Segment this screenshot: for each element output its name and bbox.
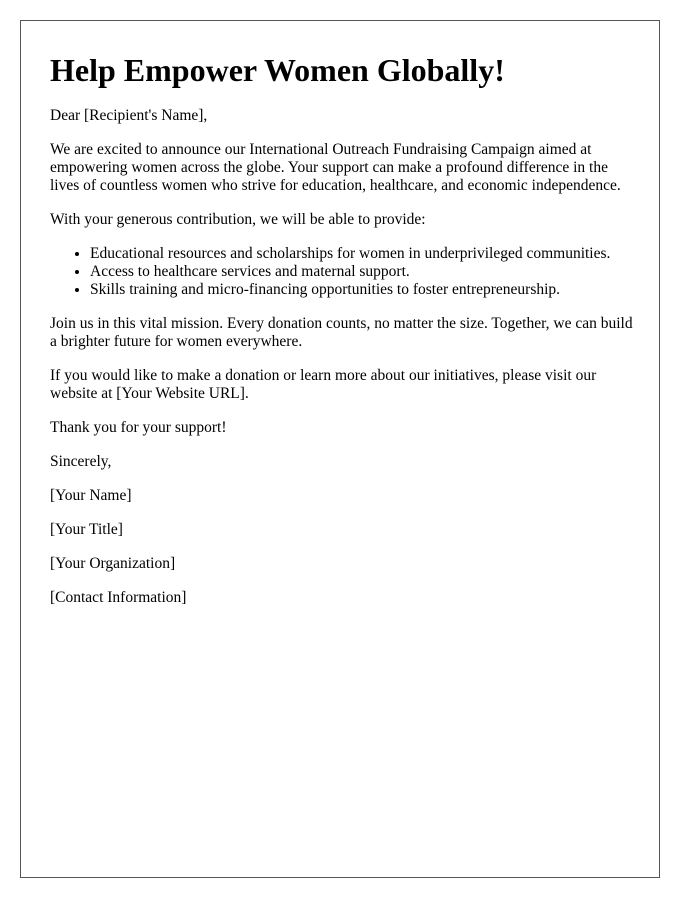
list-item: • Educational resources and scholarships for women in underprivileged communities. bbox=[90, 245, 635, 263]
signature-title: [Your Title] bbox=[50, 521, 123, 538]
signature-contact: [Contact Information] bbox=[50, 589, 187, 606]
letter-body bbox=[50, 51, 635, 623]
list-item: • Skills training and micro-financing opportunities to foster entrepreneurship. bbox=[90, 281, 635, 299]
contribution-intro: With your generous contribution, we will be able to provide: bbox=[50, 211, 426, 228]
signoff: Sincerely, bbox=[50, 453, 112, 470]
letter-page bbox=[20, 20, 660, 878]
donation-paragraph: If you would like to make a donation or learn more about our initiatives, please visit our website at [Your Website URL]. bbox=[50, 367, 597, 402]
list-item: • Access to healthcare services and maternal support. bbox=[90, 263, 635, 281]
salutation: Dear [Recipient's Name], bbox=[50, 107, 208, 124]
signature-name: [Your Name] bbox=[50, 487, 132, 504]
intro-paragraph: We are excited to announce our International Outreach Fundraising Campaign aimed at empowering women across the globe. Your support can make a profound difference in the lives of countless women who strive for education, healthcare, and economic independence. bbox=[50, 141, 621, 194]
mission-paragraph: Join us in this vital mission. Every donation counts, no matter the size. Together, we can build a brighter future for women everywhere. bbox=[50, 315, 633, 350]
thanks-line: Thank you for your support! bbox=[50, 419, 227, 436]
signature-organization: [Your Organization] bbox=[50, 555, 176, 572]
letter-title: Help Empower Women Globally! bbox=[50, 52, 505, 88]
benefits-list bbox=[50, 245, 635, 299]
